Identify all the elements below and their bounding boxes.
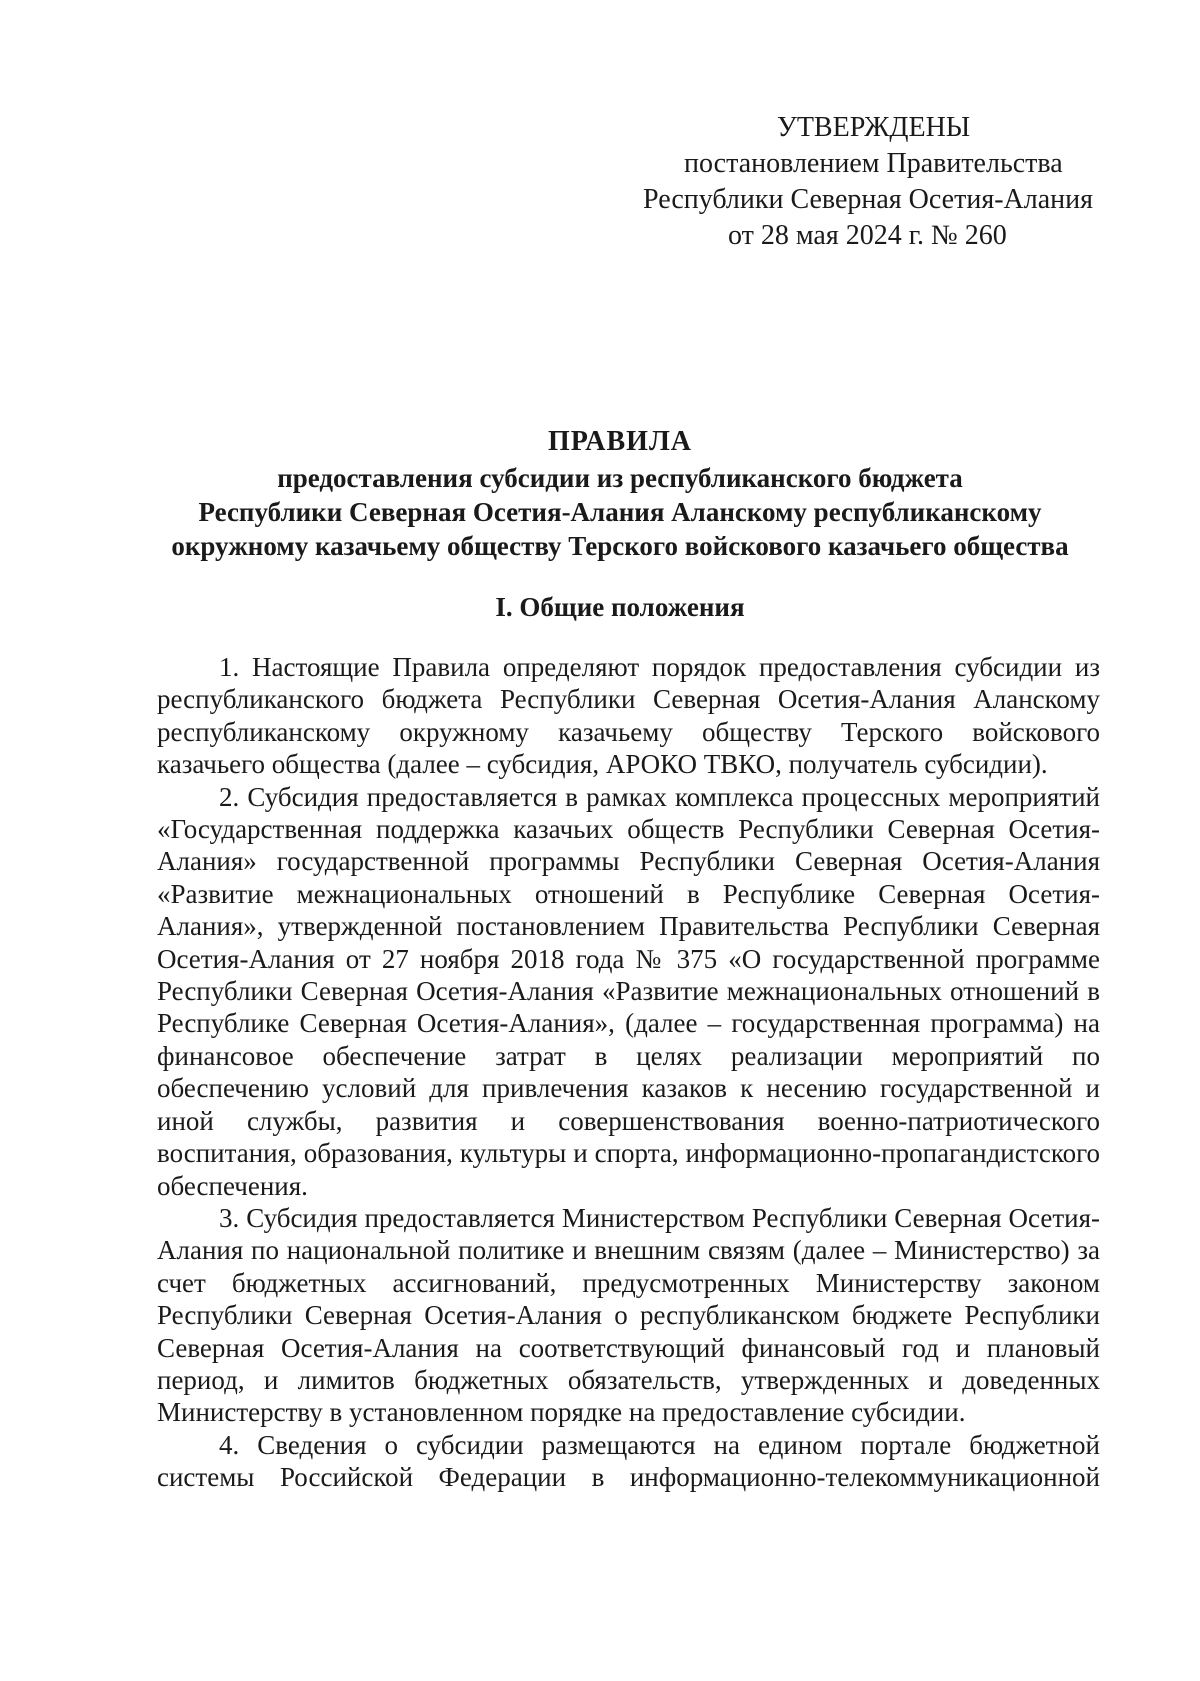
document-body [157, 651, 1100, 1494]
title-line-2: Республики Северная Осетия-Алания Аланскому республиканскому [198, 497, 1042, 527]
paragraph-2: 2. Субсидия предоставляется в рамках комплекса процессных мероприятий «Государственная поддержка казачьих обществ Республики Северная Осетия-Алания» государственной программы Республики Северная Осетия-Алания «Развитие межнациональных отношений в Республике Северная Осетия-Алания», утвержденной постановлением Правительства Республики Северная Осетия-Алания от 27 ноября 2018 года № 375 «О государственной программе Республики Северная Осетия-Алания «Развитие межнациональных отношений в Республике Северная Осетия-Алания», (далее – государственная программа) на финансовое обеспечение затрат в целях реализации мероприятий по обеспечению условий для привлечения казаков к несению государственной и иной службы, развития и совершенствования военно-патриотического воспитания, образования, культуры и спорта, информационно-пропагандистского обеспечения. [157, 781, 1100, 1201]
title-main: ПРАВИЛА [547, 426, 693, 457]
section-heading: I. Общие положения [495, 592, 745, 622]
paragraph-1: 1. Настоящие Правила определяют порядок предоставления субсидии из республиканского бюджета Республики Северная Осетия-Алания Аланскому республиканскому окружному казачьему обществу Терского войскового казачьего общества (далее – субсидия, АРОКО ТВКО, получатель субсидии). [157, 652, 1100, 780]
document-title [140, 425, 1100, 563]
title-line-1: предоставления субсидии из республиканского бюджета [277, 463, 963, 493]
paragraph-3: 3. Субсидия предоставляется Министерством Республики Северная Осетия-Алания по национальной политике и внешним связям (далее – Министерство) за счет бюджетных ассигнований, предусмотренных Министерству законом Республики Северная Осетия-Алания о республиканском бюджете Республики Северная Осетия-Алания на соответствующий финансовый год и плановый период, и лимитов бюджетных обязательств, утвержденных и доведенных Министерству в установленном порядке на предоставление субсидии. [157, 1202, 1100, 1428]
title-line-3: окружному казачьему обществу Терского войскового казачьего общества [171, 531, 1069, 561]
approval-republic-line: Республики Северная Осетия-Алания [643, 184, 1093, 215]
paragraph-4: 4. Сведения о субсидии размещаются на едином портале бюджетной системы Российской Федерации в информационно-телекоммуникационной [157, 1429, 1100, 1493]
approval-stamp [560, 110, 1120, 254]
approval-issuer-line: постановлением Правительства [684, 148, 1063, 179]
approval-heading: УТВЕРЖДЕНЫ [777, 112, 971, 143]
approval-date-number: от 28 мая 2024 г. № 260 [728, 220, 1007, 251]
